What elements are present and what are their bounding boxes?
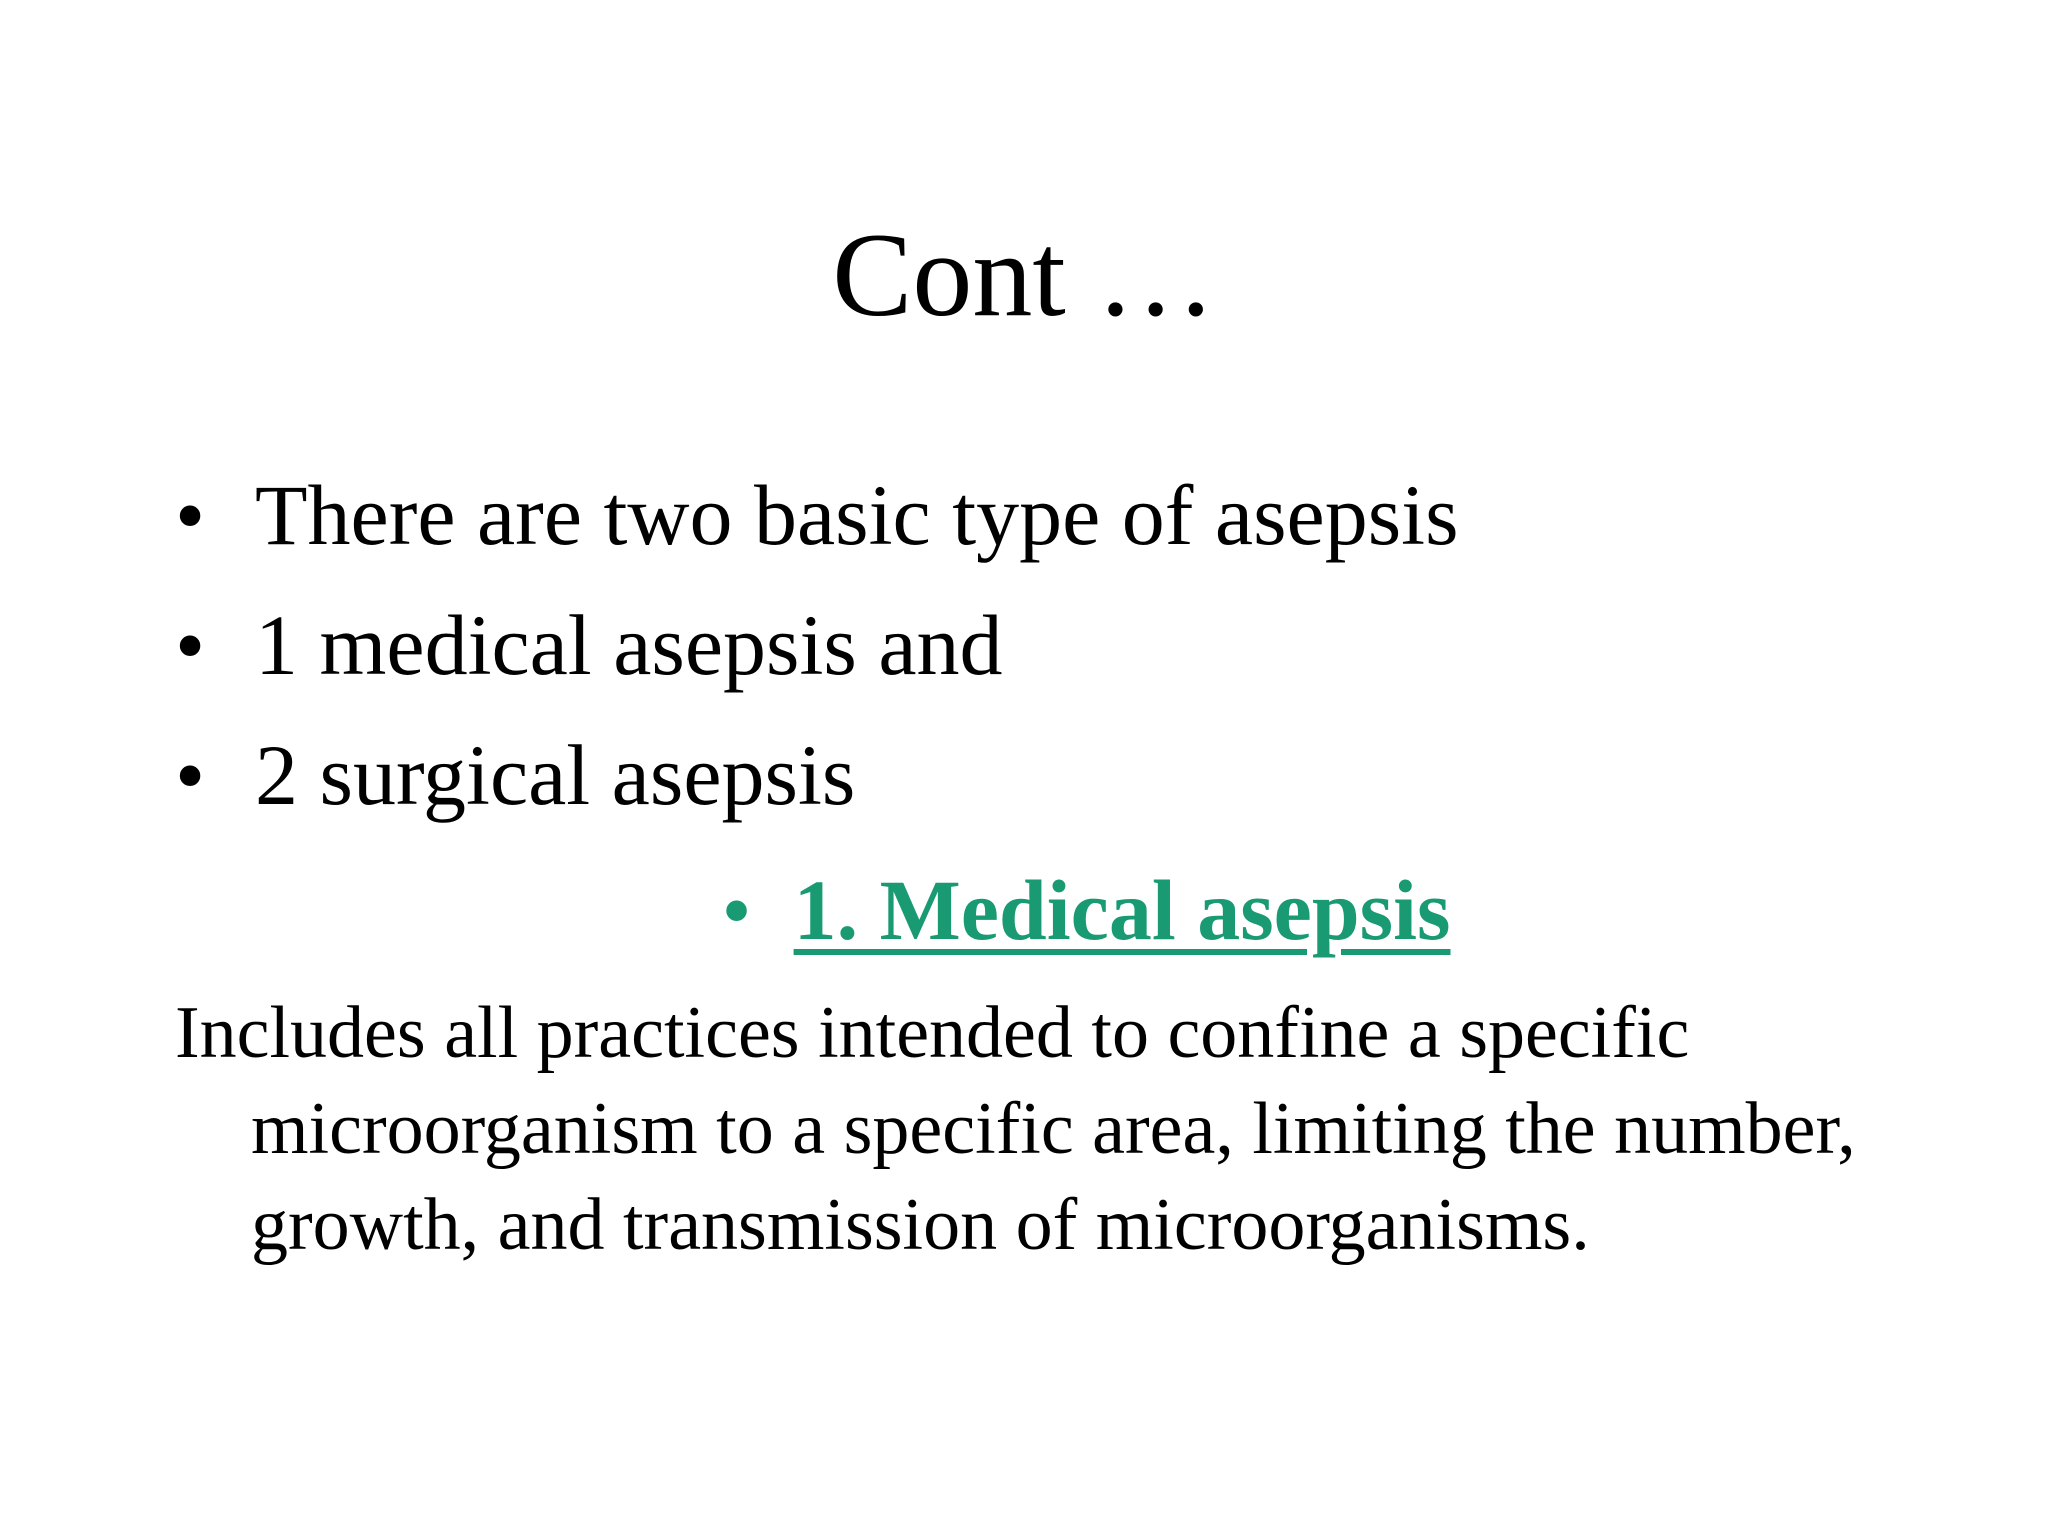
bullet-item [175,720,1459,850]
bullet-text: 2 surgical asepsis [255,727,856,823]
bullet-list [175,460,1459,850]
bullet-item [175,460,1459,590]
bullet-text: There are two basic type of asepsis [255,467,1459,563]
bullet-marker: • [175,597,206,693]
bullet-text: 1 medical asepsis and [255,597,1003,693]
subheading-text: 1. Medical asepsis [793,862,1451,958]
bullet-item [175,590,1459,720]
slide-title: Cont … [832,208,1216,341]
bullet-marker: • [175,727,206,823]
bullet-marker: • [175,467,206,563]
subheading [0,855,2048,965]
definition-paragraph: Includes all practices intended to confine a specific microorganism to a specific area, limiting the number, growth, and transmission of microorganisms. [175,992,1856,1266]
subheading-marker: • [721,862,752,958]
